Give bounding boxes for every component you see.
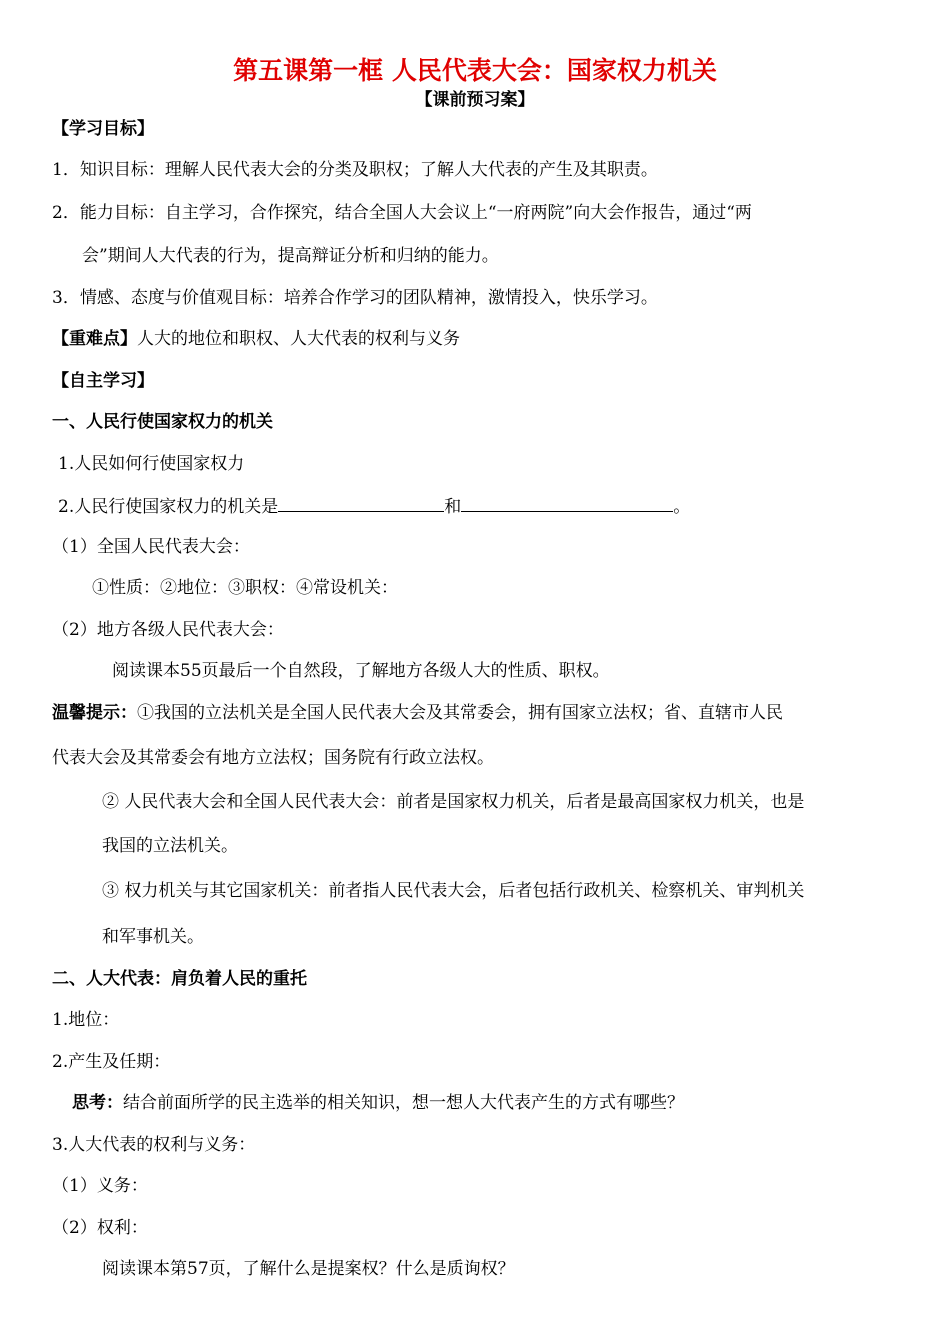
objective-attitude: 3．情感、态度与价值观目标：培养合作学习的团队精神，激情投入，快乐学习。: [52, 288, 658, 308]
section1-heading: 一、人民行使国家权力的机关: [52, 412, 273, 432]
fill-blank-2[interactable]: [461, 497, 673, 512]
tip2-line2: 我国的立法机关。: [102, 836, 238, 856]
fill-blank-1[interactable]: [278, 497, 444, 512]
section2-item2: 2.产生及任期：: [52, 1052, 171, 1072]
tips-line1: [52, 705, 783, 722]
objective-ability-line1: 2．能力目标：自主学习，合作探究，结合全国人大会议上“一府两院”向大会作报告，通过“两: [52, 203, 752, 223]
tip1-line1: ①我国的立法机关是全国人民代表大会及其常委会，拥有国家立法权；省、直辖市人民: [137, 703, 783, 723]
think-text: 结合前面所学的民主选举的相关知识，想一想人大代表产生的方式有哪些？: [123, 1093, 684, 1113]
section1-item2-prefix: 2.人民行使国家权力的机关是: [58, 497, 279, 517]
tip1-line2: 代表大会及其常委会有地方立法权；国务院有行政立法权。: [52, 748, 494, 768]
think-label: 思考：: [72, 1093, 123, 1113]
tip3-line2: 和军事机关。: [102, 927, 204, 947]
section1-item2: [58, 497, 690, 516]
section2-heading: 二、人大代表：肩负着人民的重托: [52, 969, 307, 989]
key-points: [52, 331, 460, 348]
section1-sub1: （1）全国人民代表大会：: [52, 537, 250, 557]
section1-sub1-detail: ①性质：②地位：③职权：④常设机关：: [92, 578, 398, 598]
tips-label: 温馨提示：: [52, 703, 137, 723]
self-study-heading: 【自主学习】: [52, 371, 154, 391]
section1-item2-mid: 和: [444, 497, 462, 517]
section2-reading: 阅读课本第57页，了解什么是提案权？什么是质询权？: [102, 1259, 515, 1279]
section2-item1: 1.地位：: [52, 1010, 120, 1030]
page-title: 第五课第一框 人民代表大会：国家权力机关: [233, 56, 717, 85]
objective-ability-line2: 会”期间人大代表的行为，提高辩证分析和归纳的能力。: [82, 246, 499, 266]
section1-item2-end: 。: [673, 497, 691, 517]
objective-knowledge: 1．知识目标：理解人民代表大会的分类及职权；了解人大代表的产生及其职责。: [52, 160, 658, 180]
key-points-text: 人大的地位和职权、人大代表的权利与义务: [137, 329, 460, 349]
section1-sub2: （2）地方各级人民代表大会：: [52, 620, 284, 640]
section1-item1: 1.人民如何行使国家权力: [58, 454, 245, 474]
key-points-label: 【重难点】: [52, 329, 137, 349]
page-subtitle: 【课前预习案】: [415, 90, 535, 110]
section2-sub2: （2）权利：: [52, 1218, 148, 1238]
section2-think: [72, 1095, 684, 1112]
section1-sub2-detail: 阅读课本55页最后一个自然段，了解地方各级人大的性质、职权。: [112, 661, 610, 681]
objectives-heading: 【学习目标】: [52, 119, 154, 139]
section2-sub1: （1）义务：: [52, 1176, 148, 1196]
tip3-line1: ③ 权力机关与其它国家机关：前者指人民代表大会，后者包括行政机关、检察机关、审判机关: [102, 881, 805, 901]
section2-item3: 3.人大代表的权利与义务：: [52, 1135, 256, 1155]
tip2-line1: ② 人民代表大会和全国人民代表大会：前者是国家权力机关，后者是最高国家权力机关，也是: [102, 792, 805, 812]
